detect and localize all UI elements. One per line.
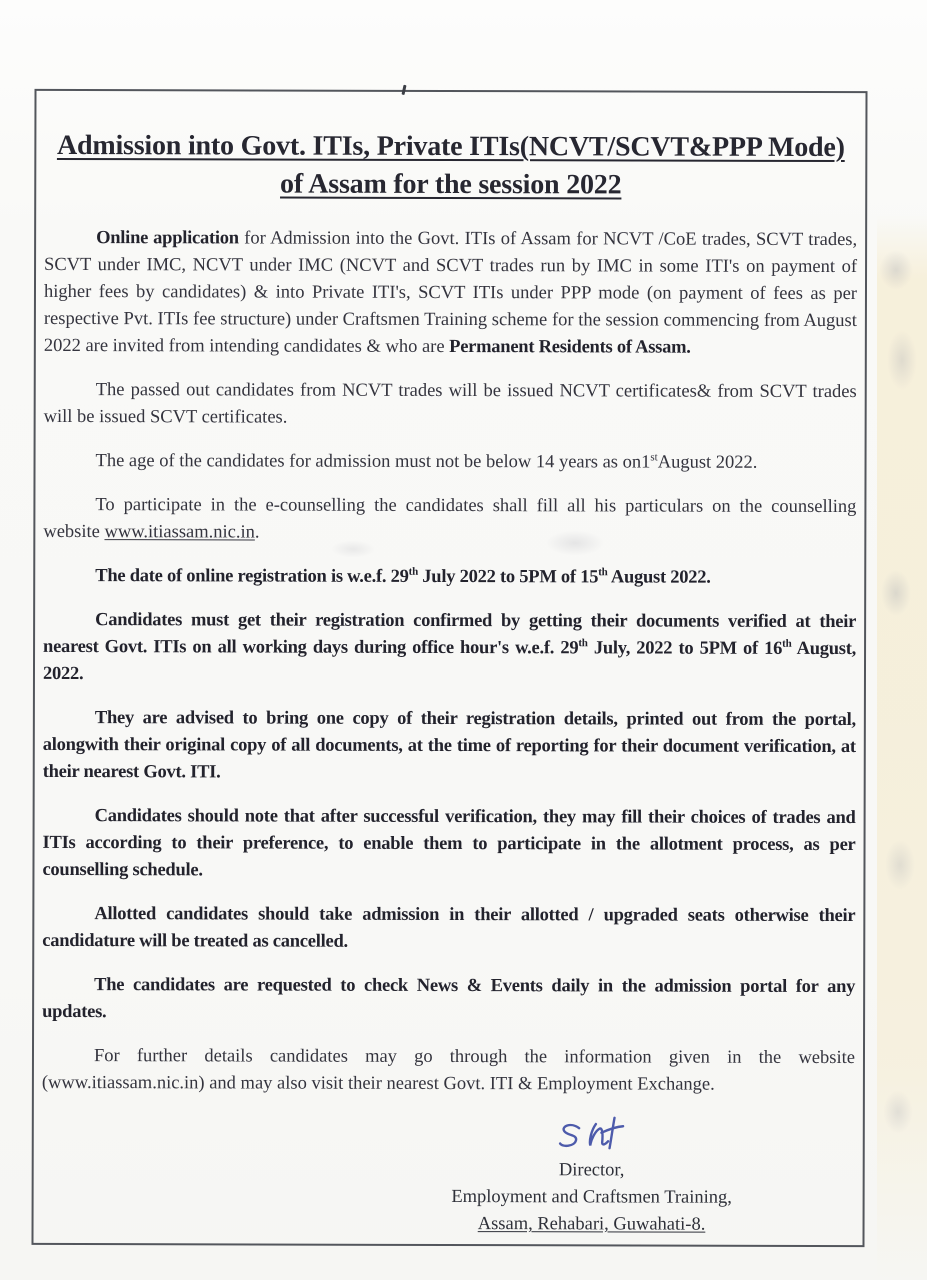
signature-block	[377, 1115, 807, 1239]
paragraph-verification-window: Candidates must get their registration confirmed by getting their documents verified at their nearest Govt. ITIs on all working days during office hour's w.e.f. 29th July, 2022 to 5PM of 16th August, 2022.	[42, 610, 857, 685]
paragraph-certificates: The passed out candidates from NCVT trades will be issued NCVT certificates& from SCVT trades will be issued SCVT certificates.	[43, 380, 857, 428]
scan-smudge	[883, 1090, 913, 1134]
paragraph-age-limit: The age of the candidates for admission must not be below 14 years as on1stAugust 2022.	[95, 451, 758, 473]
scan-smudge	[887, 330, 917, 390]
paragraph-choice-filling: Candidates should note that after successful verification, they may fill their choices of trades and ITIs according to their preference, to enable them to participate in the allotment process, as per counselling schedule.	[42, 806, 856, 881]
signatory-dept: Employment and Craftsmen Training,	[451, 1187, 732, 1208]
scan-smudge	[885, 840, 915, 890]
paragraph-registration-dates: The date of online registration is w.e.f. 29th July 2022 to 5PM of 15th August 2022.	[95, 565, 711, 588]
paragraph-news-events: The candidates are requested to check News & Events daily in the admission portal for any updates.	[42, 975, 856, 1023]
notice-body	[42, 225, 857, 1099]
scan-edge-tint	[877, 215, 927, 1280]
scan-smudge	[879, 250, 913, 290]
pen-mark	[401, 85, 406, 95]
paragraph-allotment: Allotted candidates should take admission in their allotted / upgraded seats otherwise their candidature will be treated as cancelled.	[42, 904, 856, 952]
paragraph-e-counselling: To participate in the e-counselling the candidates shall fill all his particulars on the counselling website www.itiassam.nic.in.	[43, 495, 857, 543]
notice-title-line1: Admission into Govt. ITIs, Private ITIs(NCVT/SCVT&PPP Mode)	[56, 129, 845, 164]
signatory-title: Director,	[558, 1160, 625, 1181]
notice-title-line2: of Assam for the session 2022	[280, 168, 622, 201]
notice-border-box	[31, 89, 867, 1247]
signature-scribble-icon	[548, 1113, 635, 1163]
paragraph-further-details: For further details candidates may go through the information given in the website (www.itiassam.nic.in) and may also visit their nearest Govt. ITI & Employment Exchange.	[41, 1046, 856, 1095]
paragraph-intro: Online application for Admission into the Govt. ITIs of Assam for NCVT /CoE trades, SCVT trades, SCVT under IMC, NCVT under IMC (NCVT and SCVT trades run by IMC in some ITI's on payment of higher fees by candidates) & into Private ITI's, SCVT ITIs under PPP mode (on payment of fees as per respective Pvt. ITIs fee structure) under Craftsmen Training scheme for the session commencing from August 2022 are invited from intending candidates & who are Permanent Residents of Assam.	[43, 228, 858, 358]
paragraph-bring-documents: They are advised to bring one copy of their registration details, printed out from the portal, alongwith their original copy of all documents, at the time of reporting for their document verification, at their nearest Govt. ITI.	[42, 708, 856, 783]
notice-title	[50, 127, 851, 205]
signatory-address: Assam, Rehabari, Guwahati-8.	[477, 1214, 706, 1235]
scan-smudge	[881, 570, 911, 616]
